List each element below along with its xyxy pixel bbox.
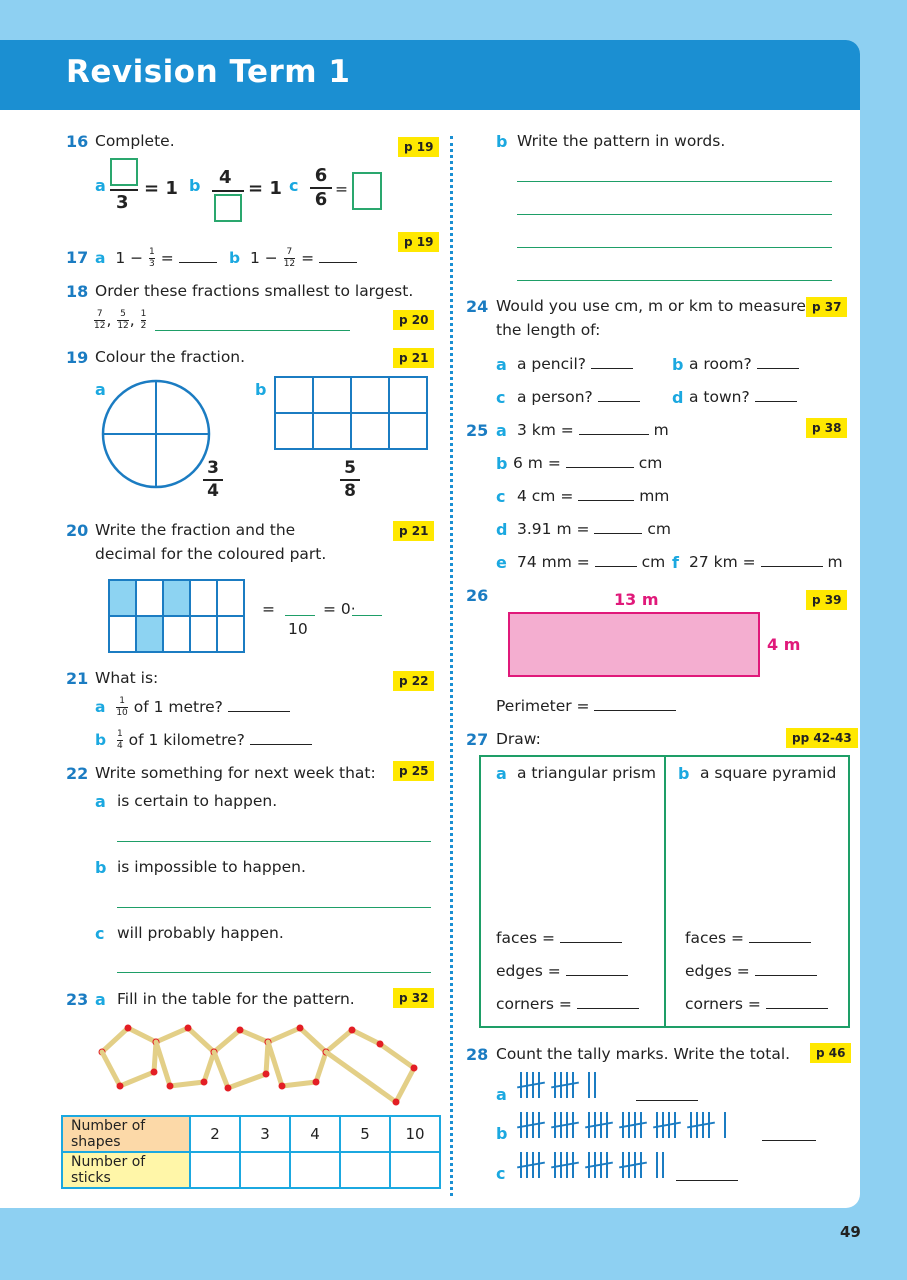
small-fraction: $\frac{1}{3}$: [149, 247, 155, 269]
answer-line[interactable]: [517, 181, 832, 182]
part-letter: c: [496, 487, 506, 506]
page-ref: p 19: [398, 137, 439, 157]
answer-box[interactable]: [352, 172, 382, 210]
q21-part-a: a $\frac{1}{10}$ of 1 metre?: [95, 697, 290, 718]
faces-row: faces =: [496, 929, 622, 948]
answer-line[interactable]: [517, 280, 832, 281]
fraction-denominator: 6: [314, 189, 328, 210]
row-header: Number of sticks: [62, 1152, 190, 1188]
page-ref: p 32: [393, 988, 434, 1008]
part-letter: b: [496, 1124, 508, 1143]
tally-stroke: [594, 1072, 596, 1098]
table-cell: 2: [190, 1116, 240, 1152]
question-text: Order these fractions smallest to largest.: [95, 282, 414, 300]
part-letter: c: [95, 924, 105, 943]
matchstick-pentagons: [90, 1010, 435, 1110]
matchstick: [120, 1072, 154, 1086]
answer-line[interactable]: [517, 247, 832, 248]
part-letter: c: [496, 1164, 506, 1183]
fraction-bar: [212, 190, 244, 192]
edges-row: edges =: [685, 962, 817, 981]
answer-line[interactable]: [517, 214, 832, 215]
shaded-grid: [108, 579, 245, 653]
matchstick: [316, 1052, 326, 1082]
expression-prefix: 1 −: [115, 249, 144, 267]
question-text: Would you use cm, m or km to measure: [496, 297, 806, 315]
conversion: 3 km = m: [517, 421, 669, 439]
answer-cell[interactable]: [290, 1152, 340, 1188]
fraction: [310, 167, 332, 209]
tally-stroke: [538, 1152, 540, 1178]
tally-stroke: [708, 1112, 710, 1138]
answer-box[interactable]: [110, 158, 138, 186]
item-text: a pencil?: [517, 355, 633, 374]
conversion: 74 mm = cm: [517, 553, 666, 571]
matchstick: [396, 1068, 414, 1102]
tally-stroke: [640, 1112, 642, 1138]
question-text: Fill in the table for the pattern.: [117, 990, 355, 1008]
match-head: [263, 1071, 270, 1078]
answer-line[interactable]: [577, 1008, 639, 1009]
tally-stroke: [662, 1152, 664, 1178]
part-letter: a: [496, 355, 507, 374]
drawing-area-pyramid[interactable]: [674, 790, 839, 920]
question-text: Write the pattern in words.: [517, 132, 726, 150]
equals-sign: =: [262, 600, 275, 618]
part-letter: e: [496, 553, 507, 572]
page-ref: p 39: [806, 590, 847, 610]
answer-line[interactable]: [319, 262, 357, 263]
page-title: Revision Term 1: [66, 54, 351, 90]
answer-line[interactable]: [250, 744, 312, 745]
part-letter: d: [496, 520, 508, 539]
small-fraction: $\frac{5}{12}$: [117, 309, 129, 331]
table-cell: 3: [240, 1116, 290, 1152]
page-ref: p 22: [393, 671, 434, 691]
page-ref: p 19: [398, 232, 439, 252]
conversion: 3.91 m = cm: [517, 520, 671, 538]
match-head: [237, 1027, 244, 1034]
small-fraction: $\frac{7}{12}$: [283, 247, 296, 269]
question-number: 28: [466, 1045, 489, 1064]
matchstick: [156, 1042, 170, 1086]
tally-stroke: [588, 1072, 590, 1098]
answer-line[interactable]: [762, 1140, 816, 1141]
answer-line[interactable]: [591, 368, 633, 369]
grid-cell: [136, 580, 163, 616]
match-head: [313, 1079, 320, 1086]
question-text: What is:: [95, 669, 159, 687]
grid-cell: [190, 580, 217, 616]
part-letter: b: [672, 355, 684, 374]
equals-sign: =: [301, 249, 315, 267]
item-text: is impossible to happen.: [117, 858, 306, 876]
match-head: [185, 1025, 192, 1032]
small-fraction: $\frac{7}{12}$: [94, 309, 106, 331]
question-text: Count the tally marks. Write the total.: [496, 1045, 791, 1063]
grid-cell: [163, 580, 190, 616]
item-text: will probably happen.: [117, 924, 284, 942]
question-number: 26: [466, 586, 489, 605]
page-ref: p 25: [393, 761, 434, 781]
matchstick: [326, 1052, 396, 1102]
corners-row: corners =: [685, 995, 828, 1014]
item-text: a person?: [517, 388, 640, 407]
height-label: 4 m: [767, 635, 801, 654]
answer-line[interactable]: [117, 972, 431, 973]
grid-cell: [163, 616, 190, 652]
match-head: [349, 1027, 356, 1034]
part-letter: c: [289, 176, 299, 195]
equals-sign: =: [160, 249, 174, 267]
column-divider: [450, 136, 453, 1196]
answer-line[interactable]: [117, 907, 431, 908]
fraction-numerator: 6: [314, 165, 328, 186]
matchstick: [352, 1030, 380, 1044]
answer-line[interactable]: [676, 1180, 738, 1181]
item-text: a triangular prism: [517, 764, 656, 782]
match-head: [201, 1079, 208, 1086]
answer-cell[interactable]: [340, 1152, 390, 1188]
fraction-label: 5 8: [340, 460, 360, 500]
expression-prefix: 1 −: [249, 249, 278, 267]
answer-line[interactable]: [594, 533, 642, 534]
answer-line[interactable]: [594, 710, 676, 711]
page-ref: p 46: [810, 1043, 851, 1063]
question-number: 27: [466, 730, 489, 749]
match-head: [125, 1025, 132, 1032]
page-ref: p 37: [806, 297, 847, 317]
question-number: 19: [66, 348, 89, 367]
row-header: Number of shapes: [62, 1116, 190, 1152]
match-head: [117, 1083, 124, 1090]
drawing-box-divider: [664, 755, 666, 1028]
part-letter: a: [496, 764, 507, 783]
page-ref: p 38: [806, 418, 847, 438]
grid-cell: [217, 616, 244, 652]
fraction-denominator: 3: [116, 192, 129, 213]
equals-one: = 1: [248, 178, 282, 199]
matchstick: [188, 1028, 214, 1052]
answer-line[interactable]: [749, 942, 811, 943]
grid-cell: [136, 616, 163, 652]
matchstick: [240, 1030, 268, 1042]
table-cell: 5: [340, 1116, 390, 1152]
answer-line[interactable]: [757, 368, 799, 369]
matchstick: [268, 1028, 300, 1042]
matchstick: [326, 1030, 352, 1052]
tally-stroke: [674, 1112, 676, 1138]
answer-line[interactable]: [566, 975, 628, 976]
part-letter: b: [496, 454, 508, 473]
part-letter: b: [678, 764, 690, 783]
page-ref: p 21: [393, 521, 434, 541]
edges-row: edges =: [496, 962, 628, 981]
small-fraction: $\frac{1}{2}$: [140, 309, 147, 331]
answer-line[interactable]: [755, 975, 817, 976]
faces-row: faces =: [685, 929, 811, 948]
part-letter: a: [496, 1085, 507, 1104]
rectangle-eighths[interactable]: [274, 376, 428, 450]
table-cell: 10: [390, 1116, 440, 1152]
denominator: 10: [288, 620, 308, 638]
tally-stroke: [572, 1072, 574, 1098]
answer-line[interactable]: [117, 841, 431, 842]
tally-stroke: [724, 1112, 726, 1138]
question-number: 18: [66, 282, 89, 301]
match-head: [167, 1083, 174, 1090]
conversion: 6 m = cm: [513, 454, 663, 472]
answer-line[interactable]: [598, 401, 640, 402]
answer-line[interactable]: [560, 942, 622, 943]
question-number: 24: [466, 297, 489, 316]
grid-cell: [190, 616, 217, 652]
answer-line[interactable]: [636, 1100, 698, 1101]
question-number: 21: [66, 669, 89, 688]
match-head: [393, 1099, 400, 1106]
part-letter: b: [189, 176, 201, 195]
answer-cell[interactable]: [390, 1152, 440, 1188]
item-text: a town?: [689, 388, 797, 407]
question-text: Complete.: [95, 132, 175, 150]
question-number: 16: [66, 132, 89, 151]
matchstick: [128, 1028, 156, 1042]
q21-part-b: b $\frac{1}{4}$ of 1 kilometre?: [95, 730, 312, 751]
tally-stroke: [538, 1072, 540, 1098]
pattern-table: [61, 1115, 441, 1189]
fraction-numerator: 4: [219, 167, 232, 188]
question-number: 20: [66, 521, 89, 540]
match-head: [377, 1041, 384, 1048]
tally-stroke: [656, 1152, 658, 1178]
circle-quarters[interactable]: [100, 378, 212, 490]
decimal-prefix: = 0·: [323, 600, 356, 618]
answer-line[interactable]: [179, 262, 217, 263]
matchstick: [102, 1028, 128, 1052]
q17-part-b: [229, 248, 357, 269]
perimeter-row: Perimeter =: [496, 697, 676, 716]
matchstick: [300, 1028, 326, 1052]
answer-cell[interactable]: [190, 1152, 240, 1188]
question-text: Write the fraction and the: [95, 521, 296, 539]
matchstick: [380, 1044, 414, 1068]
matchstick: [102, 1052, 120, 1086]
q17-part-a: [95, 248, 217, 269]
page-ref: pp 42-43: [786, 728, 858, 748]
page-number: 49: [840, 1223, 861, 1241]
part-letter: a: [95, 792, 106, 811]
tally-stroke: [538, 1112, 540, 1138]
width-label: 13 m: [614, 590, 659, 609]
part-letter: c: [496, 388, 506, 407]
question-text: Draw:: [496, 730, 541, 748]
answer-line[interactable]: [579, 434, 649, 435]
part-letter: f: [672, 553, 679, 572]
corners-row: corners =: [496, 995, 639, 1014]
answer-line[interactable]: [766, 1008, 828, 1009]
item-text: a room?: [689, 355, 799, 374]
answer-line[interactable]: [285, 615, 315, 616]
table-cell: 4: [290, 1116, 340, 1152]
fraction-label: 3 4: [203, 460, 223, 500]
conversion: 4 cm = mm: [517, 487, 670, 505]
matchstick: [156, 1028, 188, 1042]
page-ref: p 20: [393, 310, 434, 330]
matchstick: [214, 1030, 240, 1052]
question-text: the length of:: [496, 321, 601, 339]
tally-stroke: [606, 1152, 608, 1178]
part-letter: a: [95, 176, 106, 195]
conversion: 27 km = m: [689, 553, 843, 571]
grid-cell: [109, 580, 136, 616]
drawing-area-prism[interactable]: [490, 790, 655, 920]
matchstick: [268, 1042, 282, 1086]
question-number: 23: [66, 990, 89, 1009]
tally-stroke: [640, 1152, 642, 1178]
fraction-list: $\frac{7}{12}$ , $\frac{5}{12}$ , $\frac{1}{2}$: [94, 309, 147, 331]
part-letter: b: [496, 132, 508, 151]
answer-line[interactable]: [595, 566, 637, 567]
question-number: 17: [66, 248, 89, 267]
answer-cell[interactable]: [240, 1152, 290, 1188]
equals-sign: =: [335, 180, 348, 198]
matchstick: [228, 1074, 266, 1088]
answer-line[interactable]: [578, 500, 634, 501]
part-letter: a: [496, 421, 507, 440]
part-letter: a: [95, 380, 106, 399]
answer-line[interactable]: [755, 401, 797, 402]
question-number: 22: [66, 764, 89, 783]
matchstick: [214, 1052, 228, 1088]
equals-one: = 1: [144, 178, 178, 199]
rectangle-shape: [508, 612, 760, 677]
part-letter: b: [95, 858, 107, 877]
question-text: Colour the fraction.: [95, 348, 246, 366]
matchstick: [204, 1052, 214, 1082]
answer-line[interactable]: [155, 330, 350, 331]
match-head: [297, 1025, 304, 1032]
tally-stroke: [572, 1152, 574, 1178]
match-head: [151, 1069, 158, 1076]
matchstick: [170, 1082, 204, 1086]
question-number: 25: [466, 421, 489, 440]
answer-line[interactable]: [566, 467, 634, 468]
question-text: Write something for next week that:: [95, 764, 376, 782]
answer-box[interactable]: [214, 194, 242, 222]
tally-stroke: [572, 1112, 574, 1138]
part-letter: d: [672, 388, 684, 407]
match-head: [225, 1085, 232, 1092]
part-letter: a: [95, 249, 106, 267]
question-text: decimal for the coloured part.: [95, 545, 327, 563]
page-ref: p 21: [393, 348, 434, 368]
matchstick: [282, 1082, 316, 1086]
answer-line[interactable]: [228, 711, 290, 712]
grid-cell: [109, 616, 136, 652]
match-head: [279, 1083, 286, 1090]
part-letter: a: [95, 990, 106, 1009]
grid-cell: [217, 580, 244, 616]
tally-stroke: [606, 1112, 608, 1138]
fraction-bar: [110, 189, 138, 191]
match-head: [411, 1065, 418, 1072]
answer-line[interactable]: [352, 615, 382, 616]
answer-line[interactable]: [761, 566, 823, 567]
item-text: a square pyramid: [700, 764, 837, 782]
part-letter: b: [229, 249, 241, 267]
part-letter: b: [255, 380, 267, 399]
item-text: is certain to happen.: [117, 792, 278, 810]
